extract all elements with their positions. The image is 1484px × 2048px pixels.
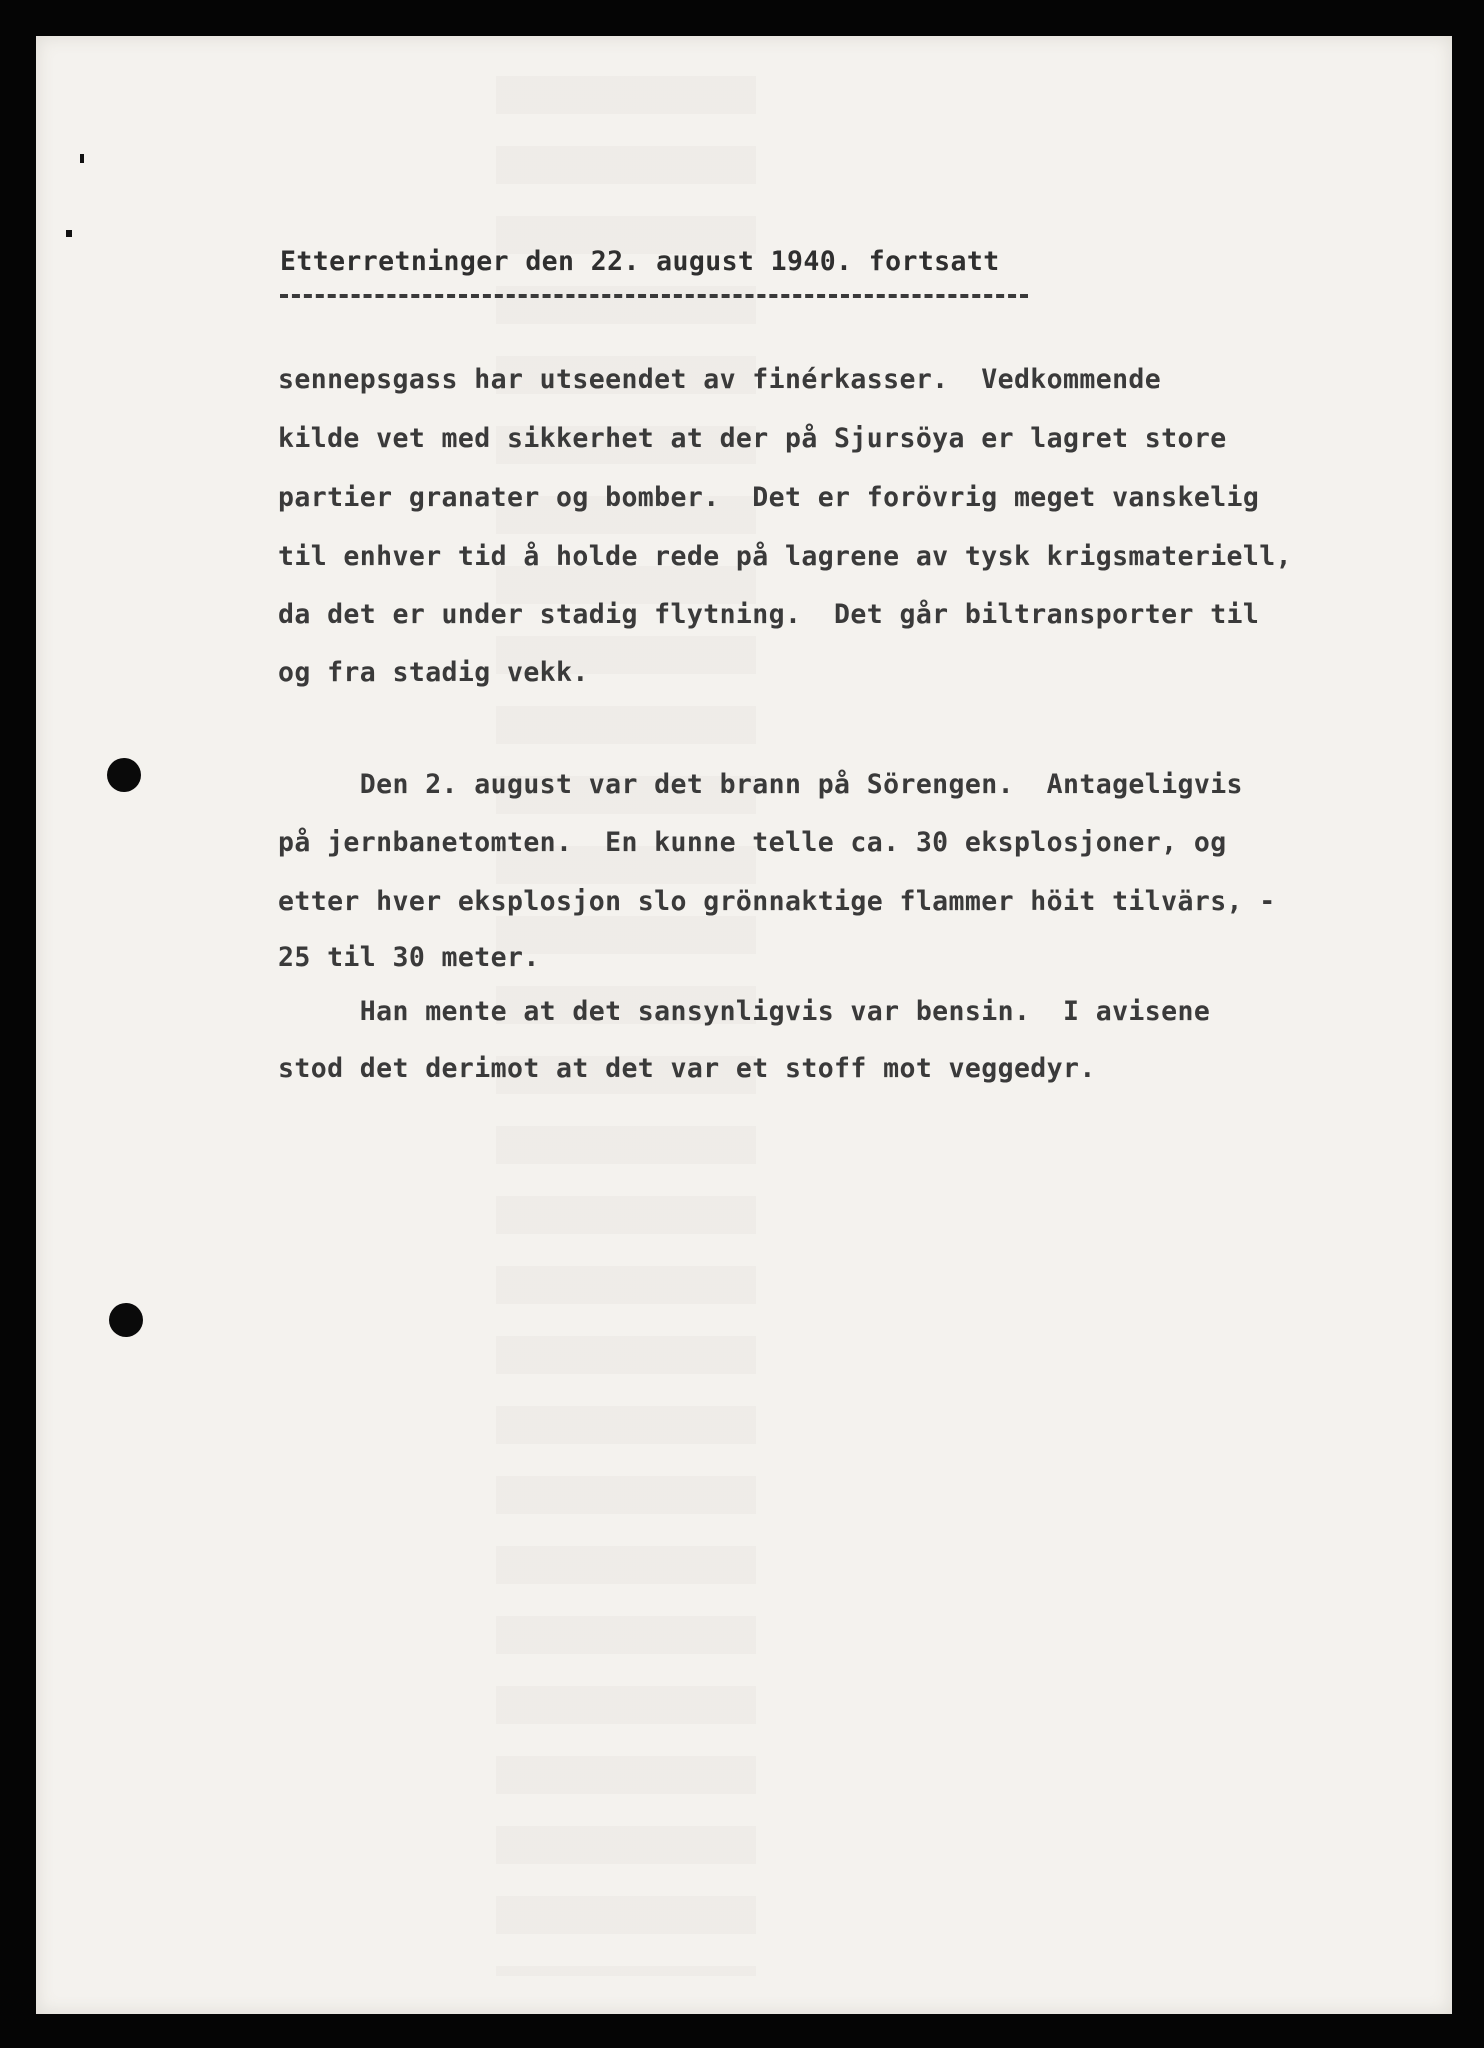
text-line: Han mente at det sansynligvis var bensin. I avisene xyxy=(278,996,1211,1027)
text-line: til enhver tid å holde rede på lagrene av tysk krigsmateriell, xyxy=(278,541,1292,572)
text-line: sennepsgass har utseendet av finérkasser. Vedkommende xyxy=(278,364,1162,395)
ink-speck xyxy=(66,230,72,237)
text-line: 25 til 30 meter. xyxy=(278,942,540,973)
text-line: og fra stadig vekk. xyxy=(278,657,589,688)
document-heading: Etterretninger den 22. august 1940. fortsatt xyxy=(280,246,1000,277)
text-line: stod det derimot at det var et stoff mot veggedyr. xyxy=(278,1053,1096,1084)
text-line: etter hver eksplosjon slo grönnaktige flammer höit tilvärs, - xyxy=(278,886,1276,917)
heading-underline xyxy=(280,294,1028,298)
punch-hole-upper xyxy=(107,758,141,792)
ink-speck xyxy=(80,154,84,163)
punch-hole-lower xyxy=(109,1303,143,1337)
text-line: på jernbanetomten. En kunne telle ca. 30 eksplosjoner, og xyxy=(278,827,1227,858)
text-line: Den 2. august var det brann på Sörengen. Antageligvis xyxy=(278,769,1243,800)
text-line: partier granater og bomber. Det er forövrig meget vanskelig xyxy=(278,482,1260,513)
text-line: kilde vet med sikkerhet at der på Sjursöya er lagret store xyxy=(278,423,1227,454)
text-line: da det er under stadig flytning. Det går biltransporter til xyxy=(278,599,1260,630)
